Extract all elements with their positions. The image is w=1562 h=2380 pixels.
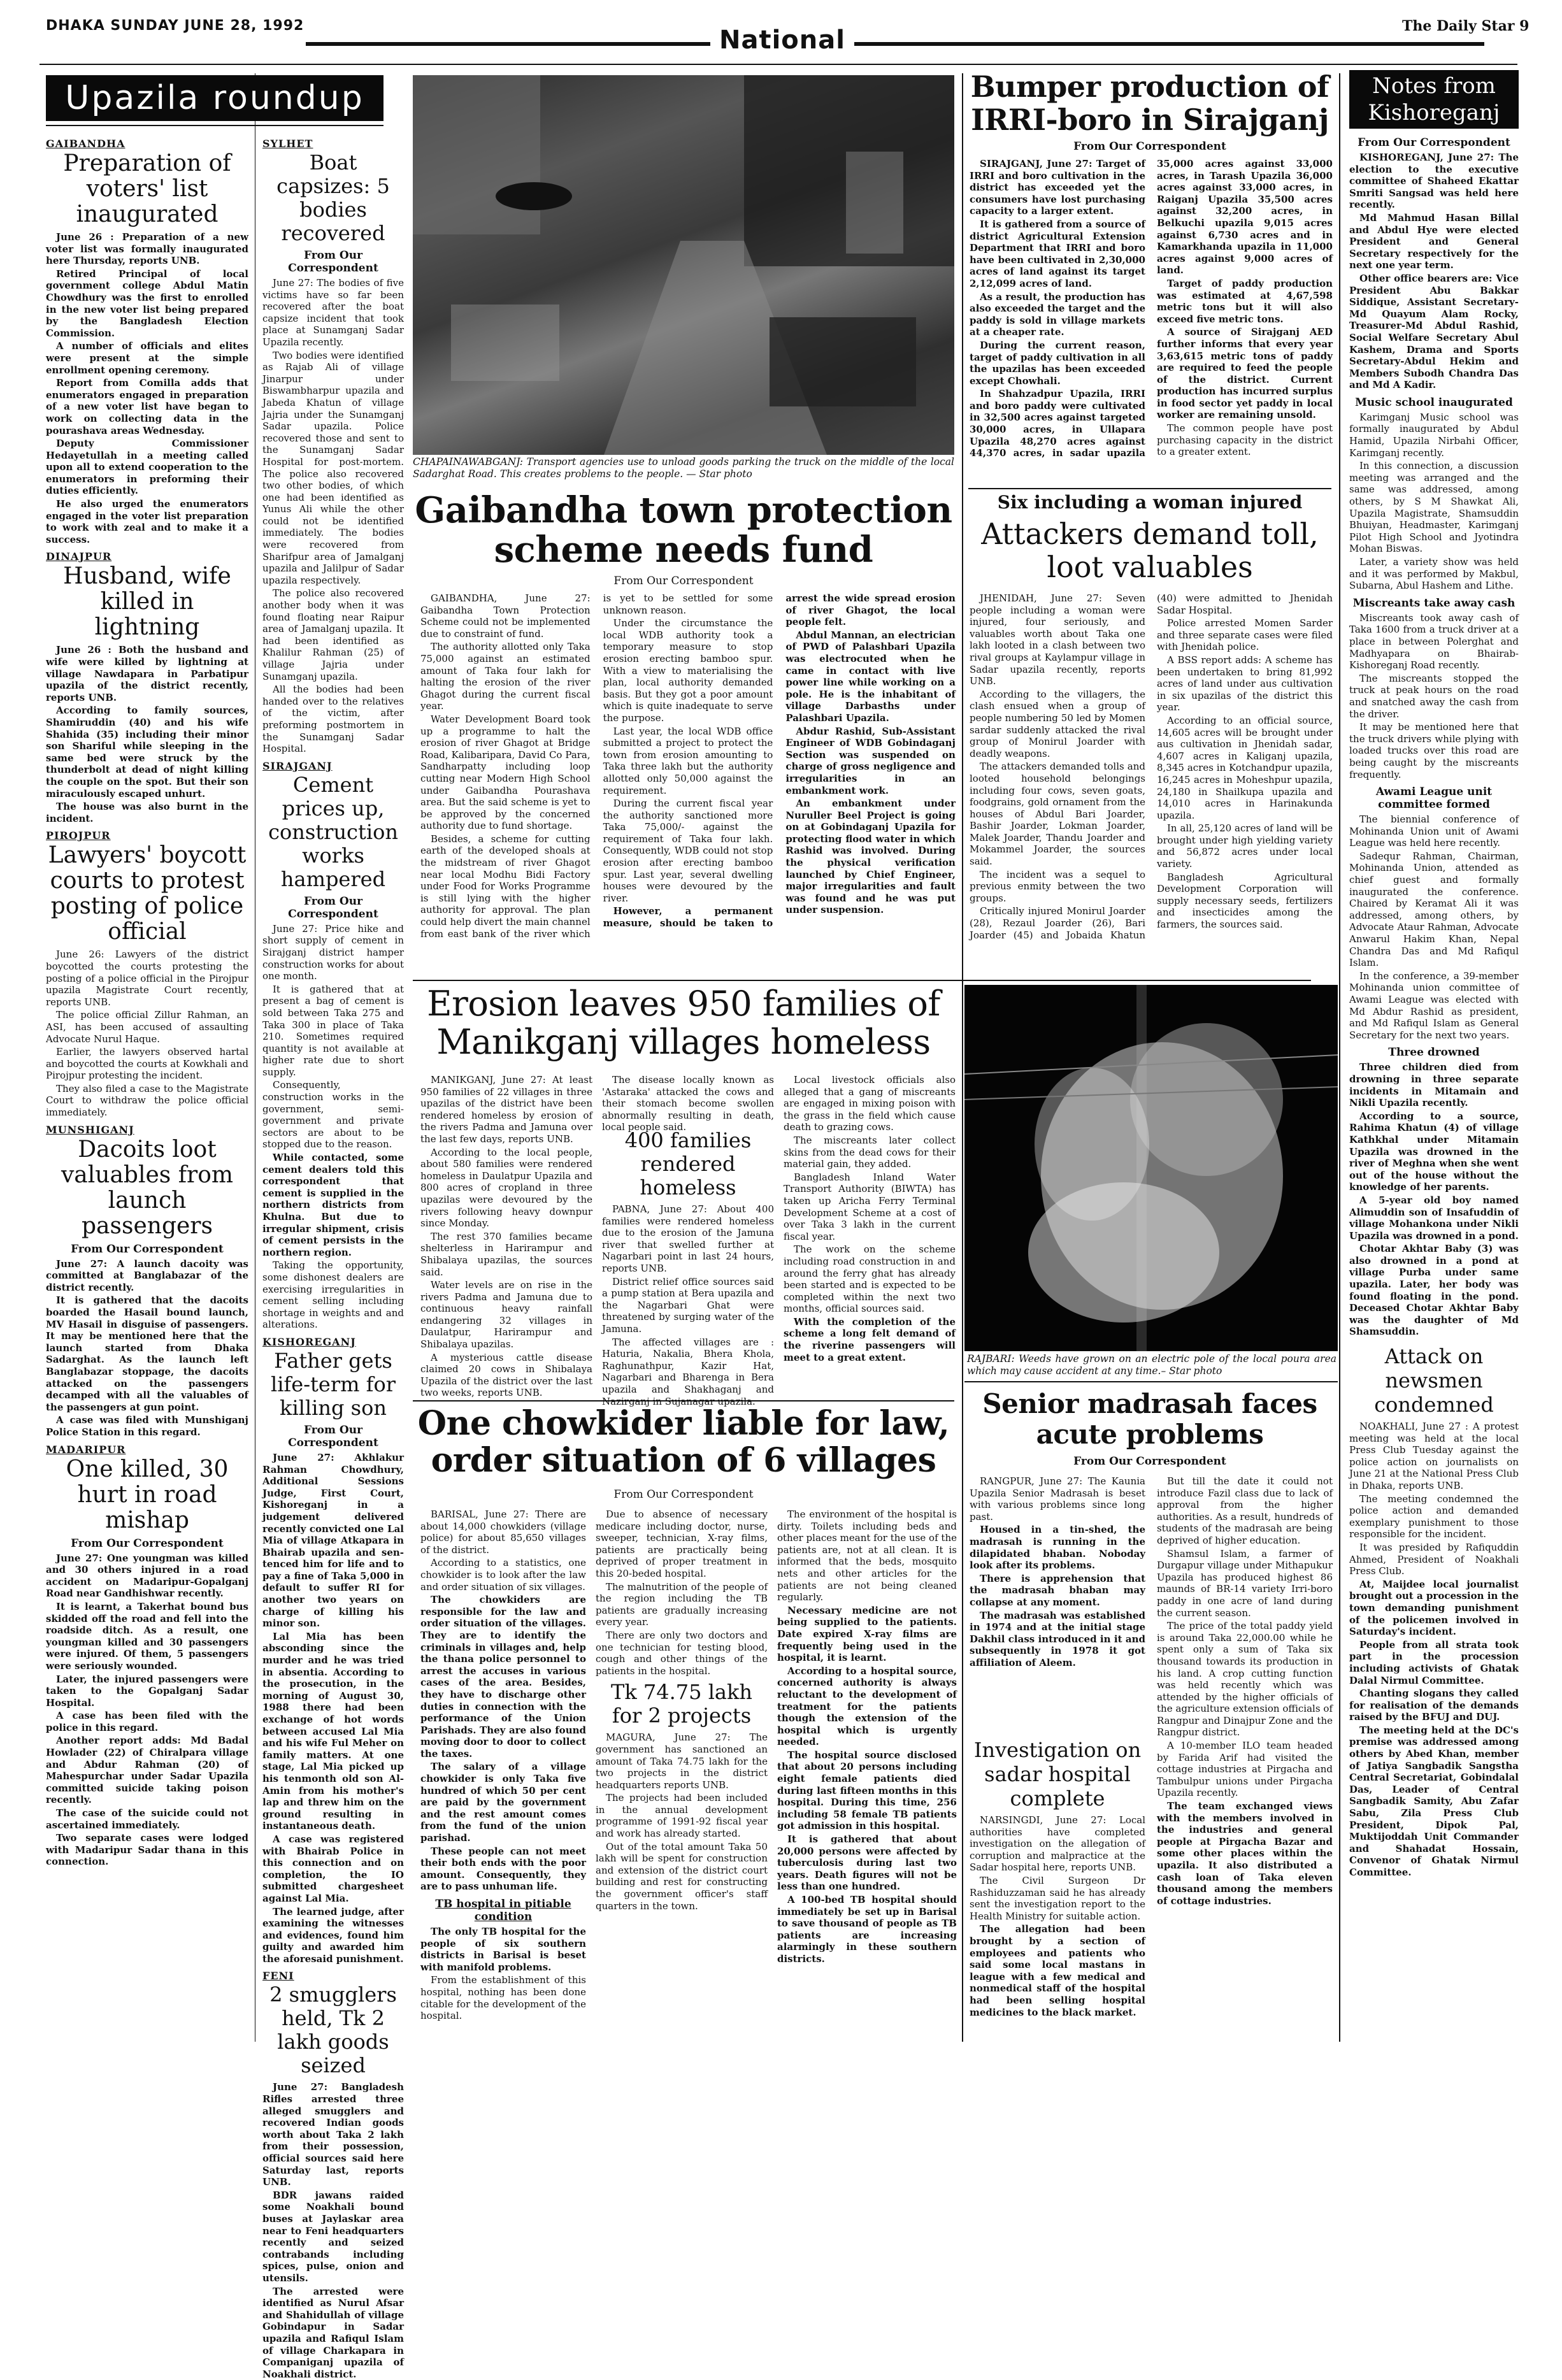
paragraph: Water levels are on rise in the rivers Padma and Jamuna due to continuous heavy rainfall endangering 32 villages in Daulatpur, Harirampur and Shibalaya upazilas.	[420, 1279, 592, 1351]
paragraph: From the establishment of this hospital, nothing has been done citable for the development of the hospital.	[420, 1974, 586, 2022]
paragraph: It was presided by Rafiquddin Ahmed, President of Noakhali Press Club.	[1349, 1541, 1519, 1577]
paragraph: Later, the injured passengers were taken to the Gopalganj Sadar Hospital.	[46, 1673, 248, 1709]
paragraph: These people can not meet their both ends with the poor amount. Consequently, they are to pass unhuman life.	[420, 1845, 586, 1893]
photo-caption: RAJBARI: Weeds have grown on an electric pole of the local poura area which may cause accident at any time.– Star photo	[967, 1353, 1336, 1377]
article-bumper-body	[970, 158, 1333, 483]
byline: From Our Correspondent	[1073, 140, 1226, 153]
paragraph: The meeting held at the DC's premise was addressed among others by Abed Khan, member of Jatiya Sangbadik Sangstha Central Secretariat, Gobindalal Das, Leader of Central Sangbadik Samity, Abu Zafar Sabu, Zila Press Club President, Dipok Pal, Muktijoddah Unit Commander and Shahadat Hossain, Convenor of Ghatak Nirmul Committee.	[1349, 1724, 1519, 1878]
article-pirojpur-lawyers	[46, 829, 248, 1118]
paragraph: Police arrested Momen Sarder and three separate cases were filed with Jhenidah police.	[1157, 617, 1333, 653]
paragraph: Chanting slogans they called for realisation of the demands raised by the BFUJ and DUJ.	[1349, 1688, 1519, 1723]
dateline-location: GAIBANDHA	[46, 138, 125, 150]
paragraph: Taking the opportunity, some dishonest dealers are exercising irregularities in cement selling including shortage in weights and and alterations.	[262, 1259, 404, 1331]
paragraph: SIRAJGANJ, June 27: Target of IRRI and boro cultivation in the district has exceeded yet the consumers have lost purchasing capacity to a larger extent.	[970, 158, 1145, 217]
paragraph: Two bodies were identified as Rajab Ali of village Jinarpur under Biswambharpur upazila and Jabeda Khatun of village Jajria under the Sunamganj Sadar upazila. Police recovered those and sent to the Sunamganj Sadar Hospital for post-mortem. The police also recovered two other bodies, of which one had been identified as Yunus Ali while the other could not be identified immediately. The bodies were recovered from Sharifpur area of Jamalganj upazila and Jalilpur of Sadar upazila respectively.	[262, 349, 404, 586]
top-rule	[39, 64, 1517, 65]
headline: Boat capsizes: 5 bodies recovered	[276, 150, 390, 245]
paragraph: Sadequr Rahman, Chairman, Mohinanda Union, attended as chief guest and formally inaugurated the conference. Chaired by Keramat Ali it was addressed, among others, by Advocate Ataur Rahman, Advocate Anwarul Hakim Khan, Nepal Chandra Das and Md Rafiqul Islam.	[1349, 850, 1519, 969]
subhead-miscreants: Miscreants take away cash	[1352, 596, 1515, 610]
paragraph: June 27: One youngman was killed and 30 others injured in a road accident on Madaripur-Gopalganj Road near Gandhishwar recently.	[46, 1552, 248, 1600]
masthead-rule	[306, 42, 1484, 46]
paragraph: An embankment under Nuruller Beel Project is going on at Gobindaganj Upazila for protecting flood water in which Rashid was involved. During the physical verification launched by Chief Engineer, major irregularities and fault was found and he was put under suspension.	[785, 798, 956, 916]
headline-attackers: Attackers demand toll, loot valuables	[981, 517, 1319, 584]
dateline-location: MUNSHIGANJ	[46, 1123, 134, 1136]
paragraph: Deputy Commissioner Hedayetullah in a meeting called upon all to extend cooperation to the enumerators in preforming their duties efficiently.	[46, 438, 248, 497]
paragraph: The environment of the hospital is dirty. Toilets including beds and other places meant for the use of the patients are, not at all clean. It is informed that the beds, mosquito nets and other articles for the patients are not being cleaned regularly.	[777, 1509, 957, 1603]
paragraph: Due to absence of necessary medicare including doctor, nurse, sweeper, technician, X-ray films, patients are practically being deprived of proper treatment in this 20-beded hospital.	[596, 1509, 768, 1579]
byline: From Our Correspondent	[288, 1423, 378, 1449]
paragraph: Besides, a scheme for cutting earth of the developed shoals at the midstream of river Ghagot near local Modhu Bidi Factory under Food for Works Programme is still lying with the higher authority for approval. The plan could help divert the main channel from east bank of the river which is yet to be settled for some unknown reason.	[420, 592, 773, 940]
article-divider	[968, 488, 1331, 489]
section-title: National	[710, 25, 854, 55]
headline: One killed, 30 hurt in road mishap	[66, 1456, 229, 1533]
photo-shapes	[413, 75, 954, 455]
paragraph: Chotar Akhtar Baby (3) was also drowned in a pond at village Purba under same upazila. Later, her body was found floating in the pond. Deceased Chotar Akhtar Baby was the daughter of Md Shamsuddin.	[1349, 1243, 1519, 1338]
column-divider	[962, 73, 963, 2042]
paragraph: The arrested were identified as Nurul Afsar and Shahidullah of village Gobindapur in Sadar upazila and Rafiqul Islam of village Charkapara in Companiganj upazila of Noakhali district.	[262, 2285, 404, 2380]
paragraph: The common people have post purchasing capacity in the district to a greater extent.	[1157, 422, 1333, 458]
paragraph: The malnutrition of the people of the region including the TB patients are gradually increasing every year.	[596, 1581, 768, 1628]
paragraph: With the completion of the scheme a long felt demand of the riverine passengers will meet to a great extent.	[784, 1315, 956, 1363]
paragraph: It may be mentioned here that the truck drivers while plying with loaded trucks over this road are being caught by the miscreants frequently.	[1349, 721, 1519, 780]
paragraph: Another report adds: Md Badal Howlader (22) of Chiralpara village and Abdur Rahman (20) of Mahespurchar under Sadar Upazila committed suicide taking poison recently.	[46, 1735, 248, 1806]
article-investigation	[970, 1737, 1145, 2042]
paragraph: It is gathered from a source of district Agricultural Extension Department that IRRI and boro have been cultivated in 2,30,000 acres of land against its target 2,12,099 acres of land.	[970, 218, 1145, 289]
headline: 400 families rendered homeless	[624, 1128, 752, 1200]
kicker-six-injured: Six including a woman injured	[997, 492, 1303, 513]
paragraph: It is gathered that about 20,000 persons were affected by tuberculosis during last two years. Death figures will not be less than one hundred.	[777, 1833, 957, 1893]
byline: From Our Correspondent	[288, 249, 378, 275]
paragraph: Water Development Board took up a programme to halt the erosion of river Ghagot at Bridge Road, Kalibaripara, David Co Para, Sandharpatty including loop cutting near Modern High School under Gaibandha Pourashava area. But the said scheme is yet to be approved by the concerned authority due to fund shortage.	[420, 713, 591, 832]
paragraph: MAGURA, June 27: The government has sanctioned an amount of Taka 74.75 lakh for the two projects in the district headquarters reports UNB.	[596, 1731, 768, 1791]
masthead-date: DHAKA SUNDAY JUNE 28, 1992	[46, 18, 305, 34]
paragraph: There is apprehension that the madrasah bhaban may collapse at any moment.	[970, 1572, 1145, 1608]
paragraph: As a result, the production has also exceeded the target and the paddy is sold in village markets at a cheaper rate.	[970, 290, 1145, 338]
paragraph: The projects had been included in the annual development programme of 1991-92 fiscal year and work has already started.	[596, 1792, 768, 1840]
paragraph: June 26: Lawyers of the district boycotted the courts protesting the posting of a police official in the Pirojpur upazila Magistrate Court recently, reports UNB.	[46, 949, 248, 1008]
paragraph: MANIKGANJ, June 27: At least 950 families of 22 villages in three upazilas of the district have been rendered homeless by erosion of the rivers Padma and Jamuna over the last few days, reports UNB.	[420, 1074, 592, 1145]
paragraph: Retired Principal of local government college Abdul Matin Chowdhury was the first to enrolled in the new voter list being prepared by the Bangladesh Election Commission.	[46, 268, 248, 339]
headline: Father gets life-term for killing son	[270, 1348, 396, 1420]
article-munshiganj-dacoits	[46, 1124, 248, 1438]
article-sirajganj-cement	[262, 760, 404, 1331]
headline-erosion: Erosion leaves 950 families of Manikganj villages homeless	[427, 984, 940, 1062]
paragraph: The hospital source disclosed that about 20 persons including eight female patients died during last fifteen months in this hospital. During this time, 256 including 58 female TB patients got admission in this hospital.	[777, 1749, 957, 1832]
header-underline	[46, 125, 383, 126]
paragraph: Abdul Mannan, an electrician of PWD of Palashbari Upazila was electrocuted when he came in contact with live power line while working on a pole. He is the inhabitant of village Darbasths under Palashbari Upazila.	[785, 629, 956, 724]
byline: From Our Correspondent	[1073, 1455, 1226, 1468]
byline: From Our Correspondent	[288, 894, 378, 921]
paragraph: BDR jawans raided some Noakhali bound buses at Jaylaskar area near to Feni headquarters recently and seized contrabands including spices, pulse, onion and utensils.	[262, 2189, 404, 2284]
paragraph: The house was also burnt in the incident.	[46, 801, 248, 824]
paragraph: According to a hospital source, concerned authority is always reluctant to the development of treatment for the patients though the extension of the hospital which is urgently needed.	[777, 1665, 957, 1748]
paragraph: BARISAL, June 27: There are about 14,000 chowkiders (village police) for about 85,650 villages of the district.	[420, 1509, 586, 1556]
headline: Preparation of voters' list inaugurated	[63, 150, 231, 227]
paragraph: Two separate cases were lodged with Madaripur Sadar thana in this connection.	[46, 1832, 248, 1868]
paragraph: The chowkiders are responsible for the law and order situation of the villages. They are to identify the criminals in villages and, help the thana police personnel to arrest the accuses in various cases of the area. Besides, they have to discharge other duties in connection with the performance of the Union Parishads. They are also found moving door to door to collect the taxes.	[420, 1594, 586, 1760]
headline: Lawyers' boycott courts to protest posting of police official	[48, 842, 247, 945]
headline: Dacoits loot valuables from launch passengers	[61, 1136, 234, 1239]
paragraph: A 10-member ILO team headed by Farida Arif had visited the cottage industries at Pirgacha and Tambulpur unions under Pirgacha Upazila recently.	[1157, 1740, 1333, 1799]
article-divider	[964, 1381, 1338, 1382]
headline-attack-newsmen: Attack on newsmen condemned	[1374, 1344, 1494, 1417]
article-attackers-body	[970, 592, 1333, 981]
article-erosion-body-3	[784, 1074, 956, 1393]
paragraph: In all, 25,120 acres of land will be brought under high yielding variety and 56,872 acres under local variety.	[1157, 822, 1333, 870]
photo-shapes	[964, 985, 1338, 1351]
paragraph: Earlier, the lawyers observed hartal and boycotted the courts at Kowkhali and Pirojpur protesting the incident.	[46, 1046, 248, 1082]
paragraph: However, a permanent measure, should be taken to arrest the wide spread erosion of river Ghagot, the local people felt.	[603, 592, 956, 929]
paragraph: Consequently, construction works in the government, semi-government and private sectors are about to be stopped due to the reason.	[262, 1079, 404, 1151]
paragraph: He also urged the enumerators engaged in the voter list preparation to work with zeal and to make it a success.	[46, 498, 248, 545]
paragraph: According to family sources, Shamiruddin (40) and his wife Shahida (35) including their minor son Shariful while sleeping in the same bed were struck by the thunderbolt at dead of night killing the couple on the spot. But their son miraculously escaped unhurt.	[46, 705, 248, 799]
dateline-location: PIROJPUR	[46, 829, 111, 842]
article-tb-body	[596, 1509, 768, 2044]
headline-investigation: Investigation on sadar hospital complete	[973, 1738, 1142, 1810]
paragraph: Abdur Rashid, Sub-Assistant Engineer of WDB Gobindaganj Section was suspended on charge of gross negligence and irregularities in an embankment work.	[785, 725, 956, 796]
column-2	[262, 133, 404, 2380]
paragraph: It is gathered that at present a bag of cement is sold between Taka 275 and Taka 300 in place of Taka 210. Sometimes required quantity is not available at higher rate due to short supply.	[262, 983, 404, 1078]
paragraph: June 27: A launch dacoity was committed at Banglabazar of the district recently.	[46, 1258, 248, 1293]
byline: From Our Correspondent	[613, 1488, 754, 1501]
paragraph: According to an official source, 14,605 acres will be brought under aus cultivation in Jhenidah sadar, 4,607 acres in Kaliganj upazila, 8,345 acres in Kotchandpur upazila, 16,245 acres in Moheshpur upazila, 24,180 in Shailkupa upazila and 14,010 acres in Harinakunda upazila.	[1157, 714, 1333, 821]
dateline-location: MADARIPUR	[46, 1443, 126, 1456]
article-gaibandha-voters	[46, 138, 248, 545]
paragraph: People from all strata took part in the procession including activists of Ghatak Dalal Nirmul Committee.	[1349, 1638, 1519, 1686]
notes-header: Notes from Kishoreganj	[1349, 70, 1519, 129]
column-divider	[1339, 73, 1340, 2042]
column-1	[46, 133, 248, 2044]
paragraph: A 100-bed TB hospital should immediately be set up in Barisal to save thousand of people as TB patients are increasing alarmingly in these southern districts.	[777, 1894, 957, 1965]
paragraph: The rest 370 families became shelterless in Harirampur and Shibalaya upazilas, the sources said.	[420, 1230, 592, 1278]
paragraph: According to a statistics, one chowkider is to look after the law and order situation of six villages.	[420, 1557, 586, 1593]
paragraph: According to a source, Rahima Khatun (4) of village Kathkhal under Mitamain Upazila was drowned in the river of Meghna when she went out of the house without the knowledge of her parents.	[1349, 1110, 1519, 1193]
paragraph: But till the date it could not introduce Fazil class due to lack of approval from the higher authorities. As a result, hundreds of students of the madrasah are being deprived of higher education.	[1157, 1475, 1333, 1546]
paragraph: Last year, the local WDB office submitted a project to protect the town from erosion amounting to Taka three lakh but the authority allotted only 50,000 against the requirement.	[603, 725, 773, 796]
paragraph: All the bodies had been handed over to the relatives of the victim, after preforming postmortem in the Sunamganj Sadar Hospital.	[262, 684, 404, 755]
paragraph: The case of the suicide could not ascertained immediately.	[46, 1807, 248, 1831]
paragraph: While contacted, some cement dealers told this correspondent that cement is supplied in the northern districts from Khulna. But due to irregular shipment, crisis of cement persists in the northern region.	[262, 1152, 404, 1258]
paragraph: In this connection, a discussion meeting was arranged and the same was addressed, among others, by S M Shawkat Ali, Upazila Magistrate, Shamsuddin Bhuiyan, Headmaster, Karimganj Pilot High School and Jyotindra Mohan Biswas.	[1349, 460, 1519, 555]
paragraph: It is gathered that the dacoits boarded the Hasail bound launch, MV Hasail in disguise of passengers. It may be mentioned here that the launch started from Dhaka Sadarghat. As the launch left Banglabazar stoppage, the dacoits attacked on the passengers decamped with all the valuables of the passengers at gun point.	[46, 1294, 248, 1413]
upazila-roundup-header: Upazila roundup	[46, 75, 383, 121]
paragraph: During the current reason, target of paddy cultivation in all the upazilas has been exceeded except Chowhali.	[970, 339, 1145, 387]
photo-caption: CHAPAINAWABGANJ: Transport agencies use to unload goods parking the truck on the middle of the local Sadarghat Road. This creates problems to the people. — Star photo	[413, 456, 954, 480]
paragraph: It is learnt, a Takerhat bound bus skidded off the road and fell into the roadside ditch. As a result, one youngman killed and 30 passengers were injured. Of them, 5 passengers were seriously wounded.	[46, 1600, 248, 1672]
article-dinajpur-lightning	[46, 550, 248, 824]
article-erosion-body	[420, 1074, 592, 1399]
paragraph: Lal Mia has been absconding since the murder and he was tried in absentia. According to the prosecution, in the morning of August 30, 1988 there had been exchange of hot words between accused Lal Mia and his wife Ful Meher on family matters. At one stage, Lal Mia picked up his tenmonth old son Al-Amin from his mother's lap and threw him on the ground resulting in instantaneous death.	[262, 1630, 404, 1832]
paragraph: JHENIDAH, June 27: Seven people including a woman were injured, four seriously, and valuables worth about Taka one lakh looted in a clash between two rival groups at Kaylampur village in Sadar upazila recently, reports UNB.	[970, 592, 1145, 687]
byline: From Our Correspondent	[71, 1242, 224, 1256]
paragraph: Necessary medicine are not being supplied to the patients. Date expired X-ray films are frequently being used in the hospital, it is learnt.	[777, 1604, 957, 1664]
paragraph: Local livestock officials also alleged that a gang of miscreants are engaged in mixing poison with the grass in the field which cause death to grazing cows.	[784, 1074, 956, 1133]
headline-bumper: Bumper production of IRRI-boro in Sirajganj	[970, 69, 1329, 137]
article-feni-smugglers	[262, 1970, 404, 2380]
article-erosion-body-2	[602, 1074, 774, 1133]
paragraph: Miscreants took away cash of Taka 1600 from a truck driver at a place in between Polerghat and Madhyapara on Bhairab-Kishoreganj Road recently.	[1349, 612, 1519, 671]
article-kishoreganj-father	[262, 1336, 404, 1965]
subhead-tb-hospital: TB hospital in pitiable condition	[435, 1898, 571, 1923]
paragraph: A case was registered with Bhairab Police in this connection and on completion, the IO submitted chargesheet against Lal Mia.	[262, 1833, 404, 1904]
paragraph: There are only two doctors and one technician for testing blood, cough and other things of the patients in the hospital.	[596, 1629, 768, 1677]
paragraph: Md Mahmud Hasan Billal and Abdul Hye were elected President and General Secretary respectively for the next one year term.	[1349, 211, 1519, 271]
photo-chapainawabganj-street	[413, 75, 954, 455]
article-madrasah-body	[970, 1475, 1145, 1762]
subhead-awami-league: Awami League unit committee formed	[1375, 785, 1493, 812]
paragraph: A mysterious cattle disease claimed 20 cows in Shibalaya Upazila of the district over the last two weeks, reports UNB.	[420, 1351, 592, 1399]
photo-rajbari-pole	[964, 985, 1338, 1351]
paragraph: PABNA, June 27: About 400 families were rendered homeless due to the erosion of the Jamuna river that swelled further at Nagarbari point in last 24 hours, reports UNB.	[602, 1203, 774, 1274]
paragraph: The affected villages are : Haturia, Nakalia, Bhera Khola, Raghunathpur, Kazir Hat, Nagarbari and Bharenga in Bera upazila and Shakhaganj and	[602, 1336, 774, 1395]
paragraph: Bangladesh Agricultural Development Corporation will supply necessary seeds, fertilizers and insecticides among the farmers, the sources said.	[1157, 871, 1333, 931]
paragraph: A case was filed with Munshiganj Police Station in this regard.	[46, 1414, 248, 1438]
paragraph: June 27: Price hike and short supply of cement in Sirajganj district hamper construction works for about one month.	[262, 922, 404, 982]
dateline-location: FENI	[262, 1970, 294, 1982]
paragraph: The Civil Surgeon Dr Rashiduzzaman said he has already sent the investigation report to the Health Ministry for suitable action.	[970, 1874, 1145, 1922]
paragraph: The miscreants stopped the truck at peak hours on the road and snatched away the cash from the driver.	[1349, 672, 1519, 720]
paragraph: They also filed a case to the Magistrate Court to withdraw the police official immediately.	[46, 1082, 248, 1119]
paragraph: District relief office sources said a pump station at Bera upazila and the Nagarbari Ghat were threatened by surging water of the Jamuna.	[602, 1275, 774, 1335]
paragraph: The attackers demanded tolls and looted household belongings including four cows, seven goats, foodgrains, gold ornament from the houses of Abdul Bari Joarder, Bashir Joarder, Lokman Joarder, Malek Joarder, Thandu Joarder and Mokammel Joarder, the sources said.	[970, 761, 1145, 868]
byline: From Our Correspondent	[71, 1537, 224, 1550]
paragraph: June 27: Akhlakur Rahman Chowdhury, Additional Sessions Judge, First Court, Kishoreganj in a judgement delivered recently convicted one Lal Mia of village Atkapara in Bhairab upazila and sen-tenced him for life and to pay a fine of Taka 5,000 in default to suffer RI for another two years on charge of killing his minor son.	[262, 1451, 404, 1630]
paragraph: According to the local people, about 580 families were rendered homeless in Daulatpur Upazila and 800 acres of cropland in three upazilas were devoured by the rivers following heavy downpur since Monday.	[420, 1146, 592, 1229]
paragraph: The salary of a village chowkider is only Taka five hundred of which 50 per cent are paid by the government and the rest amount comes from the fund of the union parishad.	[420, 1761, 586, 1844]
paragraph: The police official Zillur Rahman, an ASI, has been accused of assaulting Advocate Nurul Haque.	[46, 1009, 248, 1045]
paragraph: Bangladesh Inland Water Transport Authority (BIWTA) has taken up Aricha Ferry Terminal Development Scheme at a cost of over Taka 3 lakh in the current fiscal year.	[784, 1171, 956, 1242]
paragraph: The authority allotted only Taka 75,000 against an estimated amount of Taka four lakh for halting the erosion of the river Ghagot during the current fiscal year.	[420, 641, 591, 712]
paragraph: The incident was a sequel to previous enmity between the two groups.	[970, 868, 1145, 904]
paragraph: The learned judge, after examining the witnesses and evidences, found him guilty and awarded him the aforesaid punishment.	[262, 1905, 404, 1965]
paragraph: A case has been filed with the police in this regard.	[46, 1710, 248, 1733]
article-divider	[413, 1400, 954, 1401]
paragraph: Later, a variety show was held and it was performed by Makbul, Subarna, Abul Hashem and Lithe.	[1349, 556, 1519, 592]
headline: Cement prices up, construction works hampered	[268, 772, 398, 891]
headline-magura: Tk 74.75 lakh for 2 projects	[611, 1680, 752, 1728]
paragraph: The work on the scheme including road construction in and around the ferry ghat has already been started and is expected to be completed within the next two months, official sources said.	[784, 1244, 956, 1315]
masthead-paper: The Daily Star 9	[1398, 18, 1529, 34]
paragraph: Out of the total amount Taka 50 lakh will be spent for construction and extension of the district court building and rest for constructing the government officer's staff quarters in the town.	[596, 1840, 768, 1912]
dateline-location: SYLHET	[262, 138, 313, 150]
paragraph: Report from Comilla adds that enumerators engaged in preparation of a new voter list have began to work on collecting data in the pourashava areas Wednesday.	[46, 377, 248, 436]
paragraph: Karimganj Music school was formally inaugurated by Abdul Hamid, Upazila Nirbahi Officer, Karimganj recently.	[1349, 411, 1519, 459]
subhead-music-school: Music school inaugurated	[1355, 396, 1513, 409]
paragraph: Critically injured Monirul Joarder (28), Rezaul Joarder (26), Bari Joarder (45) and Jobaida Khatun (40) were admitted to Jhenidah Sadar Hospital.	[970, 592, 1333, 941]
article-sylhet-boat	[262, 138, 404, 755]
paragraph: The only TB hospital for the people of six southern districts in Barisal is beset with manifold problems.	[420, 1926, 586, 1973]
paragraph: The meeting condemned the police action and demanded exemplary punishment to those responsible for the incident.	[1349, 1493, 1519, 1540]
column-6	[1349, 134, 1519, 2045]
paragraph: Under the circumstance the local WDB authority took a temporary measure to stop erosion erecting bamboo spur. With a view to materialising the plan, local authority demanded basis. But they got a poor amount which is quite inadequate to serve the purpose.	[603, 617, 773, 724]
paragraph: The madrasah was established in 1974 and at the initial stage Dakhil class introduced in it and subsequently in 1978 it got affiliation of Aleem.	[970, 1609, 1145, 1668]
paragraph: A number of officials and elites were present at the simple enrollment opening ceremony.	[46, 340, 248, 376]
paragraph: NOAKHALI, June 27 : A protest meeting was held at the local Press Club Tuesday against the police action on journalists on June 21 at the National Press Club in Dhaka, reports UNB.	[1349, 1421, 1519, 1491]
paragraph: The miscreants later collect skins from the dead cows for their material gain, they added.	[784, 1134, 956, 1170]
subhead-three-drowned: Three drowned	[1388, 1046, 1480, 1059]
paragraph: Shamsul Islam, a farmer of Durgapur village under Mithapukur Upazila has produced highest 86 maunds of BR-14 variety Irri-boro paddy in one acre of land during the current season.	[1157, 1547, 1333, 1619]
paragraph: Three children died from drowning in three separate incidents in Mitamain and Nikli Upazila recently.	[1349, 1061, 1519, 1109]
paragraph: June 27: The bodies of five victims have so far been recovered after the boat capsize incident that took place at Sunamganj Sadar Upazila recently.	[262, 277, 404, 348]
paragraph: According to the villagers, the clash ensued when a group of people numbering 50 led by Momen sardar suddenly attacked the rival group of Monirul Joarder with deadly weapons.	[970, 688, 1145, 759]
paragraph: In the conference, a 39-member Mohinanda union committee of Awami League was elected with Md Abdur Rashid as president, and Md Rafiqul Islam as General Secretary for the next two years.	[1349, 970, 1519, 1041]
paragraph: RANGPUR, June 27: The Kaunia Upazila Senior Madrasah is beset with various problems since long past.	[970, 1475, 1145, 1523]
paragraph: In Shahzadpur Upazila, IRRI and boro paddy were cultivated in 32,500 acres against targeted 30,000 acres, in Ullapara Upazila 48,270 acres against 44,370 acres, in sadar upazila 35,000 acres against 33,000 acres, in Tarash Upazila 36,000 acres against 33,000 acres, in Raiganj Upazila 35,500 acres against 32,200 acres, in Belkuchi upazila 9,015 acres against 6,730 acres and in Kamarkhanda upazila in 11,000 acres against 9,000 acres of land.	[970, 158, 1333, 459]
article-madrasah-body-2	[1157, 1475, 1333, 2042]
paragraph: A source of Sirajganj AED further informs that every year 3,63,615 metric tons of paddy are required to feed the people of the district. Current production has incurred surplus in food sector yet paddy in local worker are remaining unsold.	[1157, 326, 1333, 421]
paragraph: The price of the total paddy yield is around Taka 22,000.00 while he spent only a sum of Taka six thousand towards its production in his land. A crop cutting function was held recently which was attended by the higher officials of the agriculture extension officials of Rangpur and Dinajpur Zone and the Rangpur district.	[1157, 1620, 1333, 1738]
paragraph: A BSS report adds: A scheme has been undertaken to bring 81,992 acres of land under aus cultivation in six upazilas of the district this year.	[1157, 654, 1333, 713]
headline: Husband, wife killed in lightning	[63, 563, 231, 641]
paragraph: Housed in a tin-shed, the madrasah is running in the dilapidated bhaban. Noboday look after its problems.	[970, 1524, 1145, 1572]
paragraph: The disease locally known as 'Astaraka' attacked the cows and their stomach become swollen abnormally resulting in death, local people said.	[602, 1074, 774, 1133]
dateline-location: SIRAJGANJ	[262, 759, 333, 772]
paragraph: June 26 : Both the husband and wife were killed by lightning at village Nawdapara in Parbatipur upazila of the district recently, reports UNB.	[46, 644, 248, 703]
article-pabna-families	[602, 1128, 774, 1395]
headline-madrasah: Senior madrasah faces acute problems	[982, 1388, 1317, 1450]
article-madaripur-mishap	[46, 1444, 248, 1868]
paragraph: GAIBANDHA, June 27: Gaibandha Town Protection Scheme could not be implemented due to constraint of fund.	[420, 592, 591, 640]
paragraph: The team exchanged views with the members involved in the industries and general people at Pirgacha Bazar and some other places within the upazila. It also distributed a cash loan of Taka eleven thousand among the members of cottage industries.	[1157, 1800, 1333, 1907]
article-tb-body-2	[777, 1509, 957, 2044]
headline: 2 smugglers held, Tk 2 lakh goods seized	[269, 1982, 397, 2078]
headline-chowkider: One chowkider liable for law, order situation of 6 villages	[417, 1404, 950, 1480]
paragraph: June 26 : Preparation of a new voter list was formally inaugurated here Thursday, reports UNB.	[46, 231, 248, 267]
dateline-location: KISHOREGANJ	[262, 1335, 356, 1348]
byline: From Our Correspondent	[1358, 136, 1510, 149]
paragraph: Other office bearers are: Vice President Abu Bakkar Siddique, Assistant Secretary-Md Quayum Alam Rocky, Treasurer-Md Abdul Rashid, Social Welfare Secretary Abul Kashem, Drama and Sports Secretary-Abdul Hekim and Members Subodh Chandra Das and Md A Kadir.	[1349, 272, 1519, 391]
paragraph: June 27: Bangladesh Rifles arrested three alleged smugglers and recovered Indian goods worth about Taka 2 lakh from their possession, official sources said here Saturday last, reports UNB.	[262, 2081, 404, 2188]
headline-gaibandha: Gaibandha town protection scheme needs fund	[415, 489, 952, 571]
article-chowkider-body	[420, 1509, 586, 2044]
paragraph: At, Maijdee local journalist brought out a procession in the town demanding punishment of the policemen involved in Saturday's incident.	[1349, 1578, 1519, 1638]
dateline-location: DINAJPUR	[46, 550, 112, 563]
byline: From Our Correspondent	[613, 575, 754, 587]
paragraph: Target of paddy production was estimated at 4,67,598 metric tons but it will also exceed five metric tons.	[1157, 277, 1333, 325]
paragraph: During the current fiscal year the authority sanctioned more Taka 75,000/- against the requirement of Taka four lakh. Consequently, WDB could not stop erosion after erecting bamboo spur. Last year, several dwelling houses were devoured by the river.	[603, 798, 773, 904]
paragraph: The police also recovered another body when it was found floating near Raipur area of Jamalganj upazila. It had been identified as Khalilur Rahman (25) of village Jajria under Sunamganj upazila.	[262, 587, 404, 682]
paragraph: KISHOREGANJ, June 27: The election to the executive committee of Shaheed Ekattar Smriti Sangsad was held here recently.	[1349, 152, 1519, 211]
article-gaibandha-body	[420, 592, 956, 975]
paragraph: The allegation had been brought by a section of employees and patients who said some local mastans in league with a few medical and nonmedical staff of the hospital had been selling hospital medicines to the black market.	[970, 1923, 1145, 2018]
paragraph: The biennial conference of Mohinanda Union unit of Awami League was held here recently.	[1349, 814, 1519, 849]
paragraph: NARSINGDI, June 27: Local authorities have completed investigation on the allegation of corruption and malpractice at the Sadar hospital here, reports UNB.	[970, 1814, 1145, 1874]
paragraph: A 5-year old boy named Alimuddin son of Insafuddin of village Mohankona under Nikli Upazila was drowned in a pond.	[1349, 1194, 1519, 1242]
